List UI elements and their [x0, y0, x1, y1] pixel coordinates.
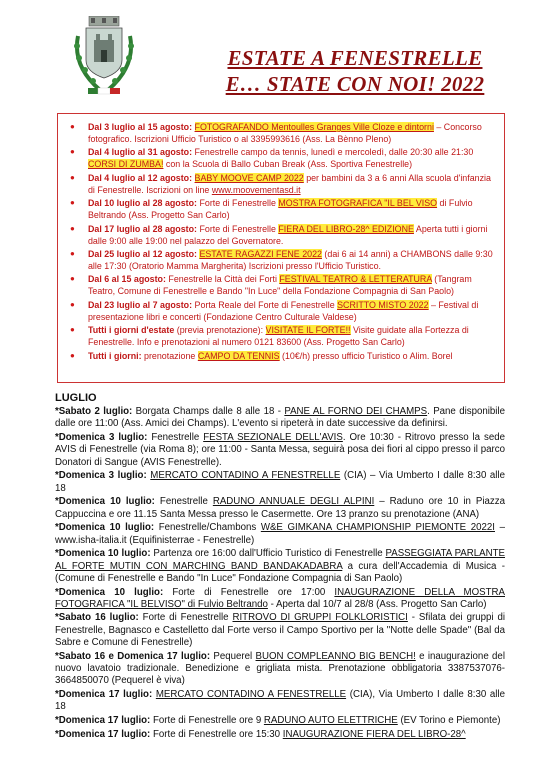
page-header — [0, 0, 549, 110]
list-item: *Sabato 16 e Domenica 17 luglio: Pequerel BUON COMPLEANNO BIG BENCH! e inaugurazione del nuovo lavatoio tradizionale. Benedizione e grigliata mista. Prenotazione obbligatoria 3387537076-3664850070 (Pequerel è viva) — [55, 650, 505, 687]
list-item: *Domenica 17 luglio: MERCATO CONTADINO A FENESTRELLE (CIA), Via Umberto I dalle 8:30 alle 18 — [55, 689, 506, 713]
list-item: *Domenica 17 luglio: Forte di Fenestrelle ore 15:30 INAUGURAZIONE FIERA DEL LIBRO-28^ — [55, 728, 466, 740]
box-event-item: ● Dal 17 luglio al 28 agosto: Forte di Fenestrelle FIERA DEL LIBRO-28^ EDIZIONE Aperta tutti i giorni dalle 9:00 alle 19:00 nel palazzo del Governatore. — [66, 223, 496, 247]
page-title — [190, 45, 520, 97]
box-event-item: ● Dal 23 luglio al 7 agosto: Porta Reale del Forte di Fenestrelle SCRITTO MISTO 2022 – Festival di presentazione libri e concerti (Fondazione Centro Culturale Valdese) — [66, 299, 496, 323]
list-item: *Domenica 10 luglio: Fenestrelle RADUNO ANNUALE DEGLI ALPINI – Raduno ore 10 in Piazza Cappuccina e ore 11.15 Santa Messa presso le Casermette. Ore 13 pranzo su prenotazione (ANA) — [55, 496, 505, 520]
list-item: *Sabato 2 luglio: Borgata Champs dalle 8 alle 18 - PANE AL FORNO DEI CHAMPS. Pane disponibile dalle ore 11:00 (Ass. Amici dei Champs). L'evento si ripeterà in date successive da definirsi. — [55, 406, 505, 430]
box-event-item: ● Dal 4 luglio al 31 agosto: Fenestrelle campo da tennis, lunedì e mercoledì, dalle 20:30 alle 21:30 CORSI DI ZUMBA! con la Scuola di Ballo Cuban Break (Ass. Sportiva Fenestrelle) — [66, 146, 496, 170]
list-item: *Domenica 10 luglio: Forte di Fenestrelle ore 17:00 INAUGURAZIONE DELLA MOSTRA FOTOGRAFICA "IL BELVISO" di Fulvio Beltrando - Aperta dal 10/7 al 28/8 (Ass. Progetto San Carlo) — [55, 586, 505, 610]
moovement-link[interactable]: www.moovementasd.it — [211, 184, 301, 195]
list-item: *Domenica 17 luglio: Forte di Fenestrelle ore 9 RADUNO AUTO ELETTRICHE (EV Torino e Piemonte) — [55, 715, 501, 727]
box-event-item: ● Dal 10 luglio al 28 agosto: Forte di Fenestrelle MOSTRA FOTOGRAFICA "IL BEL VISO di Fulvio Beltrando (Ass. Progetto San Carlo) — [66, 197, 496, 221]
box-event-item: ● Tutti i giorni d'estate (previa prenotazione): VISITATE IL FORTE!! Visite guidate alla Fortezza di Fenestrelle. Info e prenotazioni al numero 0121 83600 (Ass. Progetto San Carlo) — [66, 324, 496, 348]
list-item: *Domenica 3 luglio: Fenestrelle FESTA SEZIONALE DELL'AVIS. Ore 10:30 - Ritrovo presso la sede AVIS di Fenestrelle (via Roma 8); ore 11:00 - Santa Messa, seguirà posa dei fiori al cippo presso il parco Donatori di Sangue (AVIS Fenestrelle). — [55, 431, 505, 468]
box-event-item: ● Dal 25 luglio al 12 agosto: ESTATE RAGAZZI FENE 2022 (dai 6 ai 14 anni) a CHAMBONS dalle 9:30 alle 17:30 (Oratorio Mamma Margherita) Iscrizioni presso l'Ufficio Turistico. — [66, 248, 496, 272]
box-event-item: ● Dal 4 luglio al 12 agosto: BABY MOOVE CAMP 2022 per bambini da 3 a 6 anni Alla scuola d'infanzia di Fenestrelle. Iscrizioni on line www.moovementasd.it — [66, 172, 496, 196]
list-item: *Domenica 10 luglio: Partenza ore 16:00 dall'Ufficio Turistico di Fenestrelle PASSEGGIATA PARLANTE AL FORTE MUTIN CON MARCHING BAND BANDAKADABRA a cura dell'Accademia di Musica - (Comune di Fenestrelle e Bando "In Luce" Fondazione Compagnia di San Paolo) — [55, 548, 505, 584]
luglio-event-list — [55, 406, 505, 742]
title-line-2: E… STATE CON NOI! 2022 — [225, 72, 485, 96]
list-item: *Domenica 3 luglio: MERCATO CONTADINO A FENESTRELLE (CIA) – Via Umberto I dalle 8:30 alle 18 — [55, 470, 505, 494]
box-event-item: ● Dal 3 luglio al 15 agosto: FOTOGRAFANDO Mentoulles Granges Ville Cloze e dintorni – Concorso fotografico. Iscrizioni Ufficio Turistico o al 3395993616 (Ass. La Bènno Pleno) — [66, 121, 496, 145]
box-event-item: ● Tutti i giorni: prenotazione CAMPO DA TENNIS (10€/h) presso ufficio Turistico o Alim. Borel — [66, 350, 496, 362]
summer-events-box — [57, 113, 505, 383]
list-item: *Sabato 16 luglio: Forte di Fenestrelle RITROVO DI GRUPPI FOLKLORISTICI - Sfilata dei gruppi di Fenestrelle, Bagnasco e Castelletto dal Forte verso il Campo Sportivo per la "Notte delle Spade" (Bal da Sabre e Comune di Fenestrelle) — [55, 612, 506, 649]
list-item: *Domenica 10 luglio: Fenestrelle/Chambons W&E GIMKANA CHAMPIONSHIP PIEMONTE 2022I – www.isha-italia.it (Equifinisterrae - Fenestrelle) — [55, 522, 505, 546]
municipal-crest-icon — [70, 16, 138, 98]
section-heading-luglio: LUGLIO — [55, 392, 97, 404]
title-line-1: ESTATE A FENESTRELLE — [227, 46, 483, 70]
box-event-item: ● Dal 6 al 15 agosto: Fenestrelle la Città dei Forti FESTIVAL TEATRO & LETTERATURA (Tangram Teatro, Comune di Fenestrelle e Bando "In Luce" della Fondazione Compagnia di San Paolo) — [66, 273, 496, 297]
